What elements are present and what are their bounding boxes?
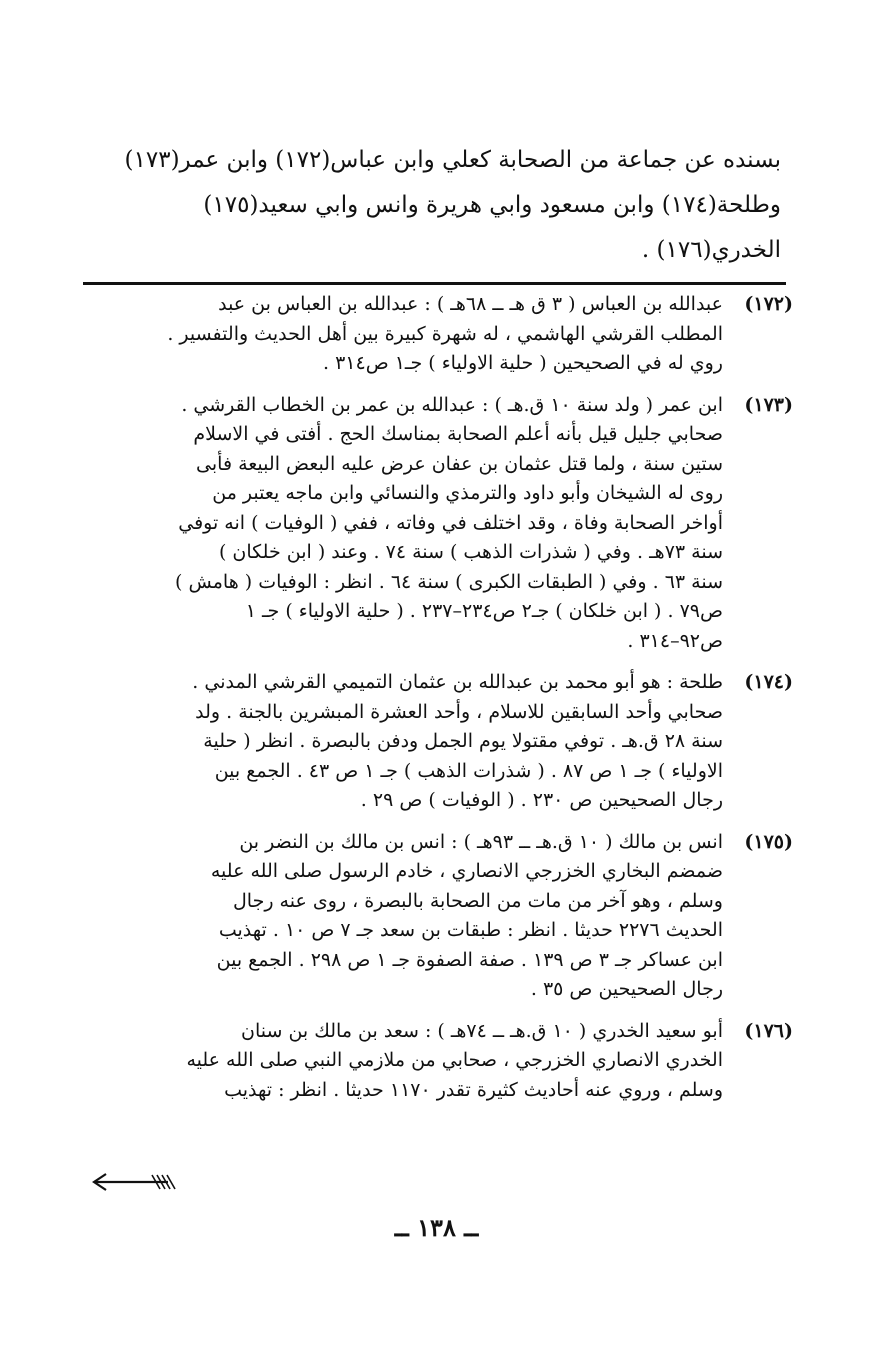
footnote-line: صحابي وأحد السابقين للاسلام ، وأحد العشرة المبشرين بالجنة . ولد — [195, 700, 723, 723]
footnote-172 — [81, 290, 793, 379]
footnote-line: صحابي جليل قيل بأنه أعلم الصحابة بمناسك الحج . أفتى في الاسلام — [193, 423, 723, 445]
footnote-body — [81, 290, 723, 379]
footnote-line: ستين سنة ، ولما قتل عثمان بن عفان عرض عليه البعض البيعة فأبى — [196, 452, 723, 475]
footnote-body — [81, 828, 723, 1005]
footnotes-section — [81, 290, 793, 1117]
footnote-line: سنة ٧٣هـ . وفي ( شذرات الذهب ) سنة ٧٤ . وعند ( ابن خلكان ) — [218, 541, 723, 563]
footnote-number: (١٧٤) — [744, 671, 793, 693]
footnote-176 — [81, 1017, 793, 1106]
footnote-divider — [83, 282, 786, 285]
footnote-line: انس بن مالك ( ١٠ ق.هـ ــ ٩٣هـ ) : انس بن مالك بن النضر بن — [239, 830, 723, 853]
footnote-line: روى له الشيخان وأبو داود والترمذي والنسائي وابن ماجه يعتبر من — [212, 482, 723, 504]
footnote-number: (١٧٣) — [744, 393, 793, 416]
footnote-line: وسلم ، وروي عنه أحاديث كثيرة تقدر ١١٧٠ حديثا . انظر : تهذيب — [224, 1078, 723, 1101]
footnote-body — [81, 668, 723, 816]
footnote-line: ابن عمر ( ولد سنة ١٠ ق.هـ ) : عبدالله بن عمر بن الخطاب القرشي . — [181, 393, 723, 416]
footnote-line: وسلم ، وهو آخر من مات من الصحابة بالبصرة ، روى عنه رجال — [232, 889, 723, 912]
footnote-173 — [81, 391, 793, 657]
main-paragraph — [81, 138, 781, 273]
footnote-line: ابن عساكر جـ ٣ ص ١٣٩ . صفة الصفوة جـ ١ ص ٢٩٨ . الجمع بين — [216, 948, 723, 971]
footnote-line: سنة ٢٨ ق.هـ . توفي مقتولا يوم الجمل ودفن بالبصرة . انظر ( حلية — [203, 730, 723, 752]
main-text-line: الخدري(١٧٦) . — [641, 237, 781, 263]
footnote-line: المطلب القرشي الهاشمي ، له شهرة كبيرة بين أهل الحديث والتفسير . — [167, 322, 723, 345]
footnote-line: سنة ٦٣ . وفي ( الطبقات الكبرى ) سنة ٦٤ . انظر : الوفيات ( هامش ) — [175, 570, 723, 593]
footnote-line: الاولياء ) جـ ١ ص ٨٧ . ( شذرات الذهب ) جـ ١ ص ٤٣ . الجمع بين — [214, 759, 723, 782]
footnote-body — [81, 391, 723, 657]
main-text-line: وطلحة(١٧٤) وابن مسعود وابي هريرة وانس وابي سعيد(١٧٥) — [203, 192, 781, 218]
footnote-body — [81, 1017, 723, 1106]
footnote-line: أبو سعيد الخدري ( ١٠ ق.هـ ــ ٧٤هـ ) : سعد بن مالك بن سنان — [241, 1019, 723, 1042]
footnote-174 — [81, 668, 793, 816]
footnote-line: الحديث ٢٢٧٦ حديثا . انظر : طبقات بن سعد جـ ٧ ص ١٠ . تهذيب — [218, 919, 723, 941]
footnote-line: عبدالله بن العباس ( ٣ ق هـ ــ ٦٨هـ ) : عبدالله بن العباس بن عبد — [218, 293, 723, 315]
footnote-number: (١٧٢) — [744, 293, 793, 315]
footnote-line: رجال الصحيحين ص ٣٥ . — [530, 978, 723, 1000]
footnote-line: روي له في الصحيحين ( حلية الاولياء ) جـ١ ص٣١٤ . — [322, 352, 723, 374]
arrow-left-icon — [90, 1170, 180, 1194]
footnote-number: (١٧٥) — [744, 830, 793, 853]
footnote-number: (١٧٦) — [744, 1019, 793, 1042]
footnote-line: طلحة : هو أبو محمد بن عبدالله بن عثمان التميمي القرشي المدني . — [192, 671, 723, 693]
footnote-line: الخدري الانصاري الخزرجي ، صحابي من ملازمي النبي صلى الله عليه — [186, 1049, 723, 1071]
page-number: ــ ١٣٨ ــ — [394, 1213, 479, 1242]
main-text-line: بسنده عن جماعة من الصحابة كعلي وابن عباس(١٧٢) وابن عمر(١٧٣) — [124, 147, 781, 173]
footnote-line: أواخر الصحابة وفاة ، وقد اختلف في وفاته ، ففي ( الوفيات ) انه توفي — [178, 511, 723, 534]
footnote-line: رجال الصحيحين ص ٢٣٠ . ( الوفيات ) ص ٢٩ . — [360, 789, 723, 811]
footnote-line: ضمضم البخاري الخزرجي الانصاري ، خادم الرسول صلى الله عليه — [210, 860, 723, 882]
footnote-line: ص٧٩ . ( ابن خلكان ) جـ٢ ص٢٣٤–٢٣٧ . ( حلية الاولياء ) جـ ١ — [245, 600, 723, 622]
footnote-175 — [81, 828, 793, 1005]
footnote-line: ص٩٢–٣١٤ . — [627, 629, 723, 652]
